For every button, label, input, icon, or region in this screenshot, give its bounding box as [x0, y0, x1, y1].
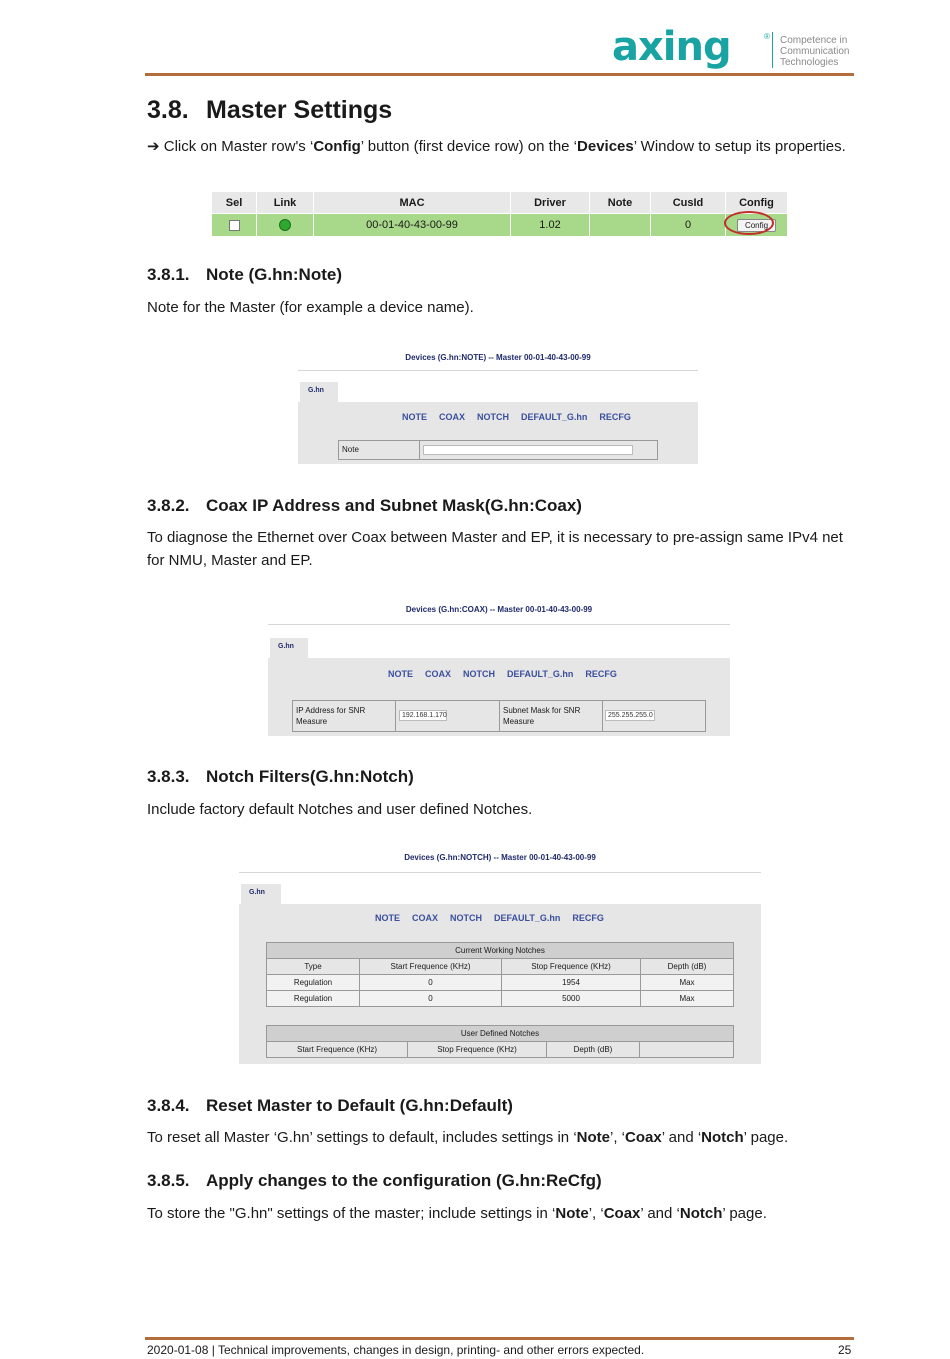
nav-links — [402, 412, 643, 422]
current-notches-header — [267, 959, 734, 975]
mask-label-line-2: Measure — [503, 717, 535, 726]
subsection-title: Reset Master to Default (G.hn:Default) — [206, 1096, 513, 1115]
col-start-frequence: Start Frequence (KHz) — [267, 1042, 408, 1058]
col-mac: MAC — [314, 192, 511, 214]
subsection-heading-383 — [147, 767, 414, 787]
footer-rule — [145, 1337, 854, 1340]
nav-notch[interactable]: NOTCH — [477, 412, 510, 422]
subsection-number: 3.8.2. — [147, 496, 190, 515]
section-number: 3.8. — [147, 96, 189, 124]
tab-ghn[interactable]: G.hn — [300, 382, 338, 402]
keyword-note: Note — [555, 1205, 589, 1222]
table-row — [267, 975, 734, 991]
reset-text-2: ’, ‘ — [610, 1129, 625, 1146]
nav-recfg[interactable]: RECFG — [599, 412, 631, 422]
col-empty — [640, 1042, 734, 1058]
apply-text-2: ’, ‘ — [588, 1205, 604, 1222]
keyword-notch: Notch — [701, 1129, 744, 1146]
header-rule — [145, 73, 854, 76]
coax-field-row — [292, 700, 706, 732]
cell-depth: Max — [641, 975, 734, 991]
col-stop-frequence: Stop Frequence (KHz) — [502, 959, 641, 975]
screenshot-title: Devices (G.hn:NOTCH) -- Master 00-01-40-43-00-99 — [404, 853, 596, 862]
page-number: 25 — [838, 1343, 852, 1357]
subsection-title: Apply changes to the configuration (G.hn:ReCfg) — [206, 1171, 602, 1190]
logo-separator — [772, 32, 773, 68]
divider — [298, 370, 698, 371]
ip-label-line-1: IP Address for SNR — [296, 706, 366, 715]
subsection-heading-384 — [147, 1096, 513, 1116]
col-sel: Sel — [212, 192, 257, 214]
nav-links — [375, 913, 616, 923]
divider — [268, 624, 730, 625]
cell-link — [257, 214, 314, 237]
divider — [499, 701, 500, 731]
logo-wordmark: axing — [612, 24, 731, 70]
col-start-frequence: Start Frequence (KHz) — [360, 959, 502, 975]
nav-note[interactable]: NOTE — [402, 412, 428, 422]
note-field-label: Note — [342, 445, 359, 454]
apply-paragraph — [147, 1202, 847, 1225]
keyword-coax: Coax — [603, 1205, 641, 1222]
coax-screenshot — [268, 600, 730, 736]
divider — [239, 872, 761, 873]
nav-coax[interactable]: COAX — [425, 669, 452, 679]
nav-recfg[interactable]: RECFG — [585, 669, 617, 679]
subsection-title: Notch Filters(G.hn:Notch) — [206, 767, 414, 786]
logo-tagline — [780, 35, 849, 68]
notch-paragraph: Include factory default Notches and user defined Notches. — [147, 801, 533, 818]
reset-paragraph — [147, 1126, 847, 1149]
nav-default[interactable]: DEFAULT_G.hn — [521, 412, 588, 422]
screenshot-title: Devices (G.hn:NOTE) -- Master 00-01-40-43-00-99 — [405, 353, 591, 362]
notch-screenshot — [239, 848, 761, 1064]
arrow-icon: ➔ — [147, 138, 160, 155]
col-config: Config — [726, 192, 788, 214]
col-note: Note — [590, 192, 651, 214]
note-input[interactable] — [423, 445, 633, 455]
ip-label — [296, 705, 365, 727]
mask-input[interactable]: 255.255.255.0 — [605, 710, 655, 721]
section-heading — [147, 96, 392, 125]
intro-text-3: ’ Window to setup its properties. — [633, 138, 846, 155]
col-stop-frequence: Stop Frequence (KHz) — [408, 1042, 547, 1058]
link-status-icon — [279, 219, 291, 231]
cell-depth: Max — [641, 991, 734, 1007]
nav-coax[interactable]: COAX — [412, 913, 439, 923]
divider — [602, 701, 603, 731]
subsection-title: Note (G.hn:Note) — [206, 265, 342, 284]
ip-label-line-2: Measure — [296, 717, 328, 726]
subsection-heading-385 — [147, 1171, 602, 1191]
tagline-line-2: Communication — [780, 46, 850, 57]
nav-coax[interactable]: COAX — [439, 412, 466, 422]
nav-recfg[interactable]: RECFG — [572, 913, 604, 923]
cell-start: 0 — [360, 991, 502, 1007]
intro-keyword-devices: Devices — [577, 138, 634, 155]
coax-paragraph: To diagnose the Ethernet over Coax between Master and EP, it is necessary to pre-assign same IPv4 net for NMU, Master and EP. — [147, 529, 843, 569]
axing-logo — [612, 24, 857, 72]
note-field-row — [338, 440, 658, 460]
intro-text-2: ’ button (first device row) on the ‘ — [360, 138, 578, 155]
tab-ghn[interactable]: G.hn — [270, 638, 308, 658]
reset-text-4: ’ page. — [743, 1129, 789, 1146]
cell-stop: 1954 — [502, 975, 641, 991]
note-screenshot — [298, 348, 698, 464]
subsection-number: 3.8.1. — [147, 265, 190, 284]
nav-notch[interactable]: NOTCH — [450, 913, 483, 923]
subsection-number: 3.8.4. — [147, 1096, 190, 1115]
apply-text-1: To store the "G.hn" settings of the master; include settings in ‘ — [147, 1205, 556, 1222]
subsection-heading-381 — [147, 265, 342, 285]
subsection-heading-382 — [147, 496, 582, 516]
logo-registered-mark: ® — [764, 32, 770, 41]
col-depth: Depth (dB) — [547, 1042, 640, 1058]
config-highlight-circle — [724, 211, 774, 235]
nav-links — [388, 669, 629, 679]
nav-default[interactable]: DEFAULT_G.hn — [507, 669, 574, 679]
apply-text-3: ’ and ‘ — [640, 1205, 680, 1222]
cell-driver: 1.02 — [511, 214, 590, 237]
nav-notch[interactable]: NOTCH — [463, 669, 496, 679]
select-checkbox[interactable] — [229, 220, 240, 231]
user-notches-caption: User Defined Notches — [267, 1026, 734, 1042]
nav-default[interactable]: DEFAULT_G.hn — [494, 913, 561, 923]
devices-table-header — [212, 192, 788, 214]
col-driver: Driver — [511, 192, 590, 214]
col-cusid: CusId — [651, 192, 726, 214]
apply-text-4: ’ page. — [722, 1205, 767, 1222]
col-depth: Depth (dB) — [641, 959, 734, 975]
cell-sel — [212, 214, 257, 237]
cell-type: Regulation — [267, 975, 360, 991]
config-button[interactable]: Config — [737, 219, 776, 232]
nav-note[interactable]: NOTE — [388, 669, 414, 679]
reset-text-3: ’ and ‘ — [661, 1129, 702, 1146]
intro-keyword-config: Config — [313, 138, 361, 155]
cell-mac: 00-01-40-43-00-99 — [314, 214, 511, 237]
tagline-line-3: Technologies — [780, 57, 839, 68]
table-row — [267, 991, 734, 1007]
section-title: Master Settings — [206, 96, 393, 124]
keyword-coax: Coax — [625, 1129, 662, 1146]
current-notches-table — [266, 942, 734, 1007]
cell-note — [590, 214, 651, 237]
ip-input[interactable]: 192.168.1.170 — [399, 710, 447, 721]
intro-text-1: Click on Master row's ‘ — [159, 138, 314, 155]
intro-paragraph — [147, 135, 847, 158]
reset-text-1: To reset all Master ‘G.hn’ settings to default, includes settings in ‘ — [147, 1129, 577, 1146]
mask-label — [503, 705, 580, 727]
cell-start: 0 — [360, 975, 502, 991]
col-link: Link — [257, 192, 314, 214]
screenshot-title: Devices (G.hn:COAX) -- Master 00-01-40-43-00-99 — [405, 605, 593, 614]
divider — [419, 441, 420, 459]
subsection-title: Coax IP Address and Subnet Mask(G.hn:Coax) — [206, 496, 582, 515]
tab-ghn[interactable]: G.hn — [241, 884, 281, 904]
keyword-note: Note — [576, 1129, 610, 1146]
divider — [395, 701, 396, 731]
user-notches-table — [266, 1025, 734, 1058]
nav-note[interactable]: NOTE — [375, 913, 401, 923]
subsection-number: 3.8.3. — [147, 767, 190, 786]
cell-type: Regulation — [267, 991, 360, 1007]
col-type: Type — [267, 959, 360, 975]
cell-cusid: 0 — [651, 214, 726, 237]
user-notches-header — [267, 1042, 734, 1058]
current-notches-caption: Current Working Notches — [267, 943, 734, 959]
subsection-number: 3.8.5. — [147, 1171, 190, 1190]
tagline-line-1: Competence in — [780, 35, 848, 46]
footer-text: 2020-01-08 | Technical improvements, changes in design, printing- and other errors expected. — [147, 1343, 645, 1357]
keyword-notch: Notch — [679, 1205, 723, 1222]
mask-label-line-1: Subnet Mask for SNR — [503, 706, 581, 715]
cell-stop: 5000 — [502, 991, 641, 1007]
devices-table — [211, 191, 788, 237]
table-row — [212, 214, 788, 237]
note-paragraph: Note for the Master (for example a device name). — [147, 299, 474, 316]
